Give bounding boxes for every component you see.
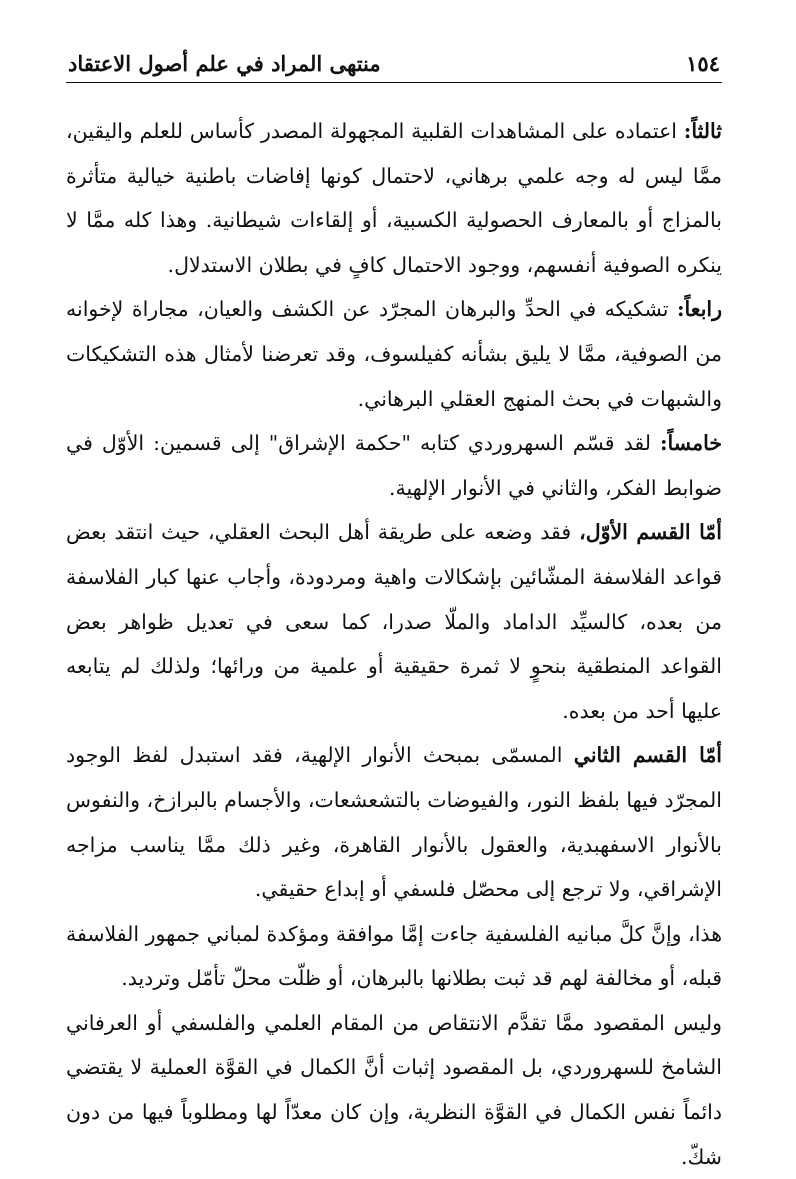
paragraph-lead: ثالثاً:: [683, 119, 722, 143]
paragraph-text: لقد قسّم السهروردي كتابه "حكمة الإشراق" إلى قسمين: الأوّل في ضوابط الفكر، والثاني في الأنوار الإلهية.: [66, 431, 722, 500]
paragraph-third-point: [66, 109, 722, 287]
page-number: ١٥٤: [686, 51, 720, 76]
paragraph-text: هذا، وإنَّ كلَّ مبانيه الفلسفية جاءت إمَّا موافقة ومؤكدة لمباني جمهور الفلاسفة قبله، أو مخالفة لهم قد ثبت بطلانها بالبرهان، أو ظلّت محلّ تأمّل وترديد.: [66, 921, 722, 991]
paragraph-first-section: [66, 510, 722, 733]
paragraph-second-section: [66, 733, 722, 911]
paragraph-philosophical-foundations: [66, 912, 722, 1001]
header-rule: [66, 82, 722, 83]
paragraph-text: وليس المقصود ممَّا تقدَّم الانتقاص من المقام العلمي والفلسفي أو العرفاني الشامخ للسهروردي، بل المقصود إثبات أنَّ الكمال في القوَّة العملية لا يقتضي دائماً نفس الكمال في القوَّة النظرية، وإن كان معدّاً لها ومطلوباً فيها من دون شكّ.: [66, 1010, 722, 1169]
paragraph-fourth-point: [66, 287, 722, 421]
paragraph-text: فقد وضعه على طريقة أهل البحث العقلي، حيث انتقد بعض قواعد الفلاسفة المشّائين بإشكالات واهية ومردودة، وأجاب عنها كبار الفلاسفة من بعده، كالسيِّد الداماد والملّا صدرا، كما سعى في تعديل ظواهر بعض القواعد المنطقية بنحوٍ لا ثمرة حقيقية أو علمية من ورائها؛ ولذلك لم يتابعه عليها أحد من بعده.: [66, 520, 722, 723]
paragraph-lead: أمّا القسم الثاني: [573, 743, 722, 768]
paragraph-text: المسمّى بمبحث الأنوار الإلهية، فقد استبدل لفظ الوجود المجرّد فيها بلفظ النور، والفيوضات بالتشعشعات، والأجسام بالبرازخ، والنفوس بالأنوار الاسفهبدية، والعقول بالأنوار القاهرة، وغير ذلك ممَّا يناسب مزاجه الإشراقي، ولا ترجع إلى محصّل فلسفي أو إبداع حقيقي.: [65, 743, 722, 902]
paragraph-fifth-point: [66, 421, 722, 510]
running-header: [66, 30, 722, 82]
paragraph-text: تشكيكه في الحدِّ والبرهان المجرّد عن الكشف والعيان، مجاراة لإخوانه من الصوفية، ممَّا لا يليق بشأنه كفيلسوف، وقد تعرضنا لأمثال هذه التشكيكات والشبهات في بحث المنهج العقلي البرهاني.: [66, 297, 722, 411]
paragraph-lead: رابعاً:: [676, 297, 722, 322]
paragraph-lead: أمّا القسم الأوّل،: [579, 520, 722, 545]
body-text: [66, 109, 722, 1179]
paragraph-conclusion: [66, 1001, 722, 1179]
paragraph-text: اعتماده على المشاهدات القلبية المجهولة المصدر كأساس للعلم واليقين، ممَّا ليس له وجه علمي برهاني، لاحتمال كونها إفاضات باطنية خيالية متأثرة بالمزاج أو بالمعارف الحصولية الكسبية، أو إلقاءات شيطانية. وهذا كله ممَّا لا ينكره الصوفية أنفسهم، ووجود الاحتمال كافٍ في بطلان الاستدلال.: [66, 119, 722, 277]
paragraph-lead: خامساً:: [659, 431, 722, 456]
book-title: منتهى المراد في علم أصول الاعتقاد: [68, 51, 381, 76]
